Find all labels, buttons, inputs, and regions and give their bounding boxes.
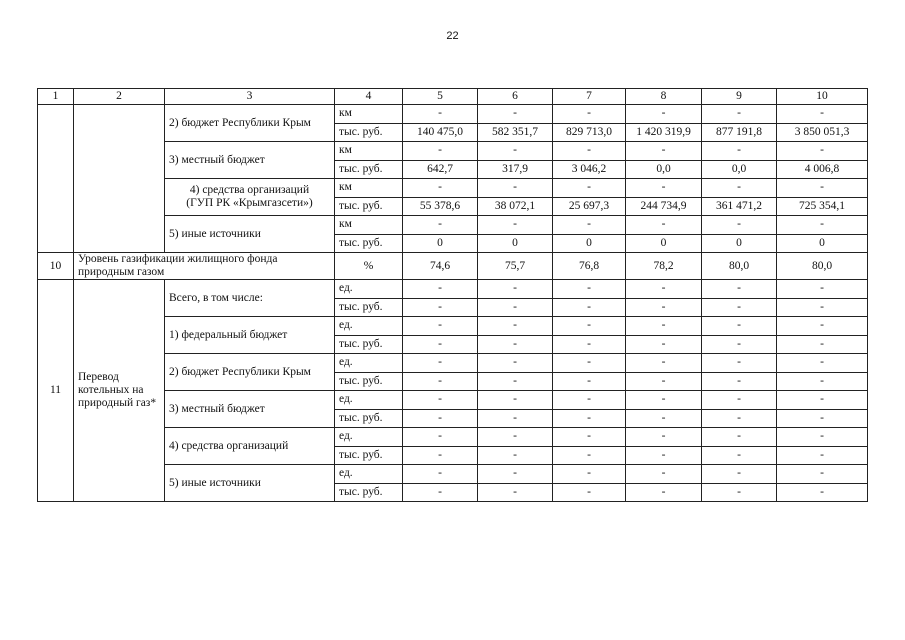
value-cell: 642,7: [403, 160, 478, 179]
value-cell: 0: [478, 234, 553, 253]
financing-table: [37, 88, 868, 502]
value-cell: -: [553, 317, 626, 336]
value-cell: -: [777, 298, 868, 317]
value-cell: -: [478, 391, 553, 410]
value-cell: -: [553, 446, 626, 465]
value-cell: -: [553, 298, 626, 317]
value-cell: -: [478, 179, 553, 198]
value-cell: -: [403, 317, 478, 336]
value-cell: -: [478, 105, 553, 124]
value-cell: -: [553, 391, 626, 410]
unit-cell: км: [335, 216, 403, 235]
value-cell: -: [702, 142, 777, 161]
source-label: 5) иные источники: [165, 465, 335, 502]
unit-cell: %: [335, 253, 403, 280]
unit-cell: тыс. руб.: [335, 335, 403, 354]
value-cell: -: [478, 280, 553, 299]
header-cell: 8: [626, 89, 702, 105]
unit-cell: тыс. руб.: [335, 409, 403, 428]
value-cell: 0: [626, 234, 702, 253]
value-cell: -: [553, 335, 626, 354]
value-cell: 361 471,2: [702, 197, 777, 216]
unit-cell: ед.: [335, 280, 403, 299]
value-cell: -: [702, 372, 777, 391]
value-cell: -: [777, 372, 868, 391]
unit-cell: тыс. руб.: [335, 234, 403, 253]
unit-cell: тыс. руб.: [335, 197, 403, 216]
value-cell: 4 006,8: [777, 160, 868, 179]
value-cell: -: [702, 446, 777, 465]
value-cell: -: [777, 391, 868, 410]
value-cell: -: [626, 335, 702, 354]
value-cell: -: [702, 391, 777, 410]
value-cell: -: [403, 179, 478, 198]
unit-cell: тыс. руб.: [335, 483, 403, 502]
unit-cell: тыс. руб.: [335, 372, 403, 391]
value-cell: -: [478, 446, 553, 465]
value-cell: -: [553, 372, 626, 391]
value-cell: -: [403, 483, 478, 502]
value-cell: 317,9: [478, 160, 553, 179]
value-cell: -: [626, 446, 702, 465]
value-cell: 0,0: [626, 160, 702, 179]
value-cell: 38 072,1: [478, 197, 553, 216]
value-cell: 80,0: [702, 253, 777, 280]
indicator-cell: Уровень газификации жилищного фонда природным газом: [74, 253, 335, 280]
value-cell: -: [702, 105, 777, 124]
row-number-cell: [38, 105, 74, 253]
indicator-cell: Перевод котельных на природный газ*: [74, 280, 165, 502]
value-cell: -: [553, 428, 626, 447]
value-cell: 877 191,8: [702, 123, 777, 142]
value-cell: -: [403, 105, 478, 124]
header-cell: 7: [553, 89, 626, 105]
value-cell: -: [626, 428, 702, 447]
row-number-cell: 10: [38, 253, 74, 280]
header-row: [38, 89, 868, 105]
header-cell: 6: [478, 89, 553, 105]
value-cell: -: [478, 372, 553, 391]
source-label: 5) иные источники: [165, 216, 335, 253]
unit-cell: км: [335, 142, 403, 161]
value-cell: -: [777, 105, 868, 124]
header-cell: 5: [403, 89, 478, 105]
unit-cell: ед.: [335, 354, 403, 373]
value-cell: -: [777, 409, 868, 428]
value-cell: -: [478, 335, 553, 354]
value-cell: -: [626, 409, 702, 428]
source-label-line: (ГУП РК «Крымгазсети»): [186, 197, 313, 209]
value-cell: -: [626, 354, 702, 373]
value-cell: -: [478, 465, 553, 484]
unit-cell: тыс. руб.: [335, 123, 403, 142]
value-cell: -: [626, 216, 702, 235]
source-label: [165, 179, 335, 216]
value-cell: 725 354,1: [777, 197, 868, 216]
value-cell: -: [403, 216, 478, 235]
value-cell: -: [478, 354, 553, 373]
value-cell: -: [626, 142, 702, 161]
value-cell: -: [403, 298, 478, 317]
value-cell: 0: [553, 234, 626, 253]
value-cell: 80,0: [777, 253, 868, 280]
value-cell: 1 420 319,9: [626, 123, 702, 142]
value-cell: -: [626, 483, 702, 502]
row-number-cell: 11: [38, 280, 74, 502]
value-cell: -: [777, 465, 868, 484]
source-label: 3) местный бюджет: [165, 391, 335, 428]
value-cell: -: [626, 391, 702, 410]
value-cell: 75,7: [478, 253, 553, 280]
source-label: 4) средства организаций: [165, 428, 335, 465]
value-cell: -: [553, 179, 626, 198]
value-cell: -: [403, 280, 478, 299]
table-row: [38, 253, 868, 280]
header-cell: 3: [165, 89, 335, 105]
value-cell: -: [702, 409, 777, 428]
value-cell: -: [553, 465, 626, 484]
source-label: 3) местный бюджет: [165, 142, 335, 179]
unit-cell: км: [335, 105, 403, 124]
value-cell: -: [702, 335, 777, 354]
value-cell: -: [626, 280, 702, 299]
value-cell: 0: [403, 234, 478, 253]
value-cell: -: [553, 142, 626, 161]
value-cell: -: [553, 105, 626, 124]
value-cell: -: [478, 483, 553, 502]
header-cell: 2: [74, 89, 165, 105]
value-cell: -: [626, 465, 702, 484]
value-cell: -: [403, 354, 478, 373]
unit-cell: тыс. руб.: [335, 160, 403, 179]
value-cell: -: [702, 216, 777, 235]
value-cell: 3 046,2: [553, 160, 626, 179]
value-cell: 140 475,0: [403, 123, 478, 142]
value-cell: -: [403, 465, 478, 484]
value-cell: -: [403, 428, 478, 447]
header-cell: 4: [335, 89, 403, 105]
value-cell: -: [777, 216, 868, 235]
value-cell: -: [478, 142, 553, 161]
source-label-line: 4) средства организаций: [189, 184, 310, 196]
source-label: Всего, в том числе:: [165, 280, 335, 317]
value-cell: -: [777, 483, 868, 502]
value-cell: 25 697,3: [553, 197, 626, 216]
value-cell: -: [777, 335, 868, 354]
value-cell: -: [702, 280, 777, 299]
page-number: 22: [446, 30, 459, 42]
value-cell: 55 378,6: [403, 197, 478, 216]
value-cell: -: [777, 446, 868, 465]
value-cell: 0: [702, 234, 777, 253]
header-cell: 10: [777, 89, 868, 105]
value-cell: 3 850 051,3: [777, 123, 868, 142]
value-cell: -: [553, 216, 626, 235]
source-label: 2) бюджет Республики Крым: [165, 354, 335, 391]
unit-cell: ед.: [335, 428, 403, 447]
value-cell: -: [777, 280, 868, 299]
value-cell: -: [777, 179, 868, 198]
value-cell: -: [626, 298, 702, 317]
value-cell: -: [478, 298, 553, 317]
value-cell: -: [553, 280, 626, 299]
value-cell: -: [403, 335, 478, 354]
value-cell: -: [553, 483, 626, 502]
value-cell: -: [702, 465, 777, 484]
value-cell: -: [702, 483, 777, 502]
value-cell: 244 734,9: [626, 197, 702, 216]
value-cell: -: [478, 428, 553, 447]
value-cell: -: [478, 409, 553, 428]
unit-cell: тыс. руб.: [335, 446, 403, 465]
unit-cell: км: [335, 179, 403, 198]
value-cell: -: [777, 317, 868, 336]
value-cell: -: [626, 317, 702, 336]
value-cell: -: [777, 354, 868, 373]
value-cell: -: [702, 354, 777, 373]
header-cell: 1: [38, 89, 74, 105]
value-cell: -: [553, 409, 626, 428]
indicator-cell: [74, 105, 165, 253]
value-cell: 74,6: [403, 253, 478, 280]
value-cell: 0: [777, 234, 868, 253]
value-cell: -: [702, 298, 777, 317]
header-cell: 9: [702, 89, 777, 105]
value-cell: 78,2: [626, 253, 702, 280]
value-cell: -: [777, 428, 868, 447]
unit-cell: ед.: [335, 465, 403, 484]
value-cell: -: [626, 372, 702, 391]
value-cell: -: [553, 354, 626, 373]
value-cell: 582 351,7: [478, 123, 553, 142]
value-cell: -: [478, 317, 553, 336]
value-cell: -: [626, 179, 702, 198]
value-cell: -: [702, 428, 777, 447]
value-cell: 0,0: [702, 160, 777, 179]
value-cell: -: [403, 446, 478, 465]
value-cell: 76,8: [553, 253, 626, 280]
value-cell: -: [403, 142, 478, 161]
source-label: 1) федеральный бюджет: [165, 317, 335, 354]
source-label: 2) бюджет Республики Крым: [165, 105, 335, 142]
unit-cell: тыс. руб.: [335, 298, 403, 317]
value-cell: -: [403, 391, 478, 410]
value-cell: 829 713,0: [553, 123, 626, 142]
value-cell: -: [626, 105, 702, 124]
value-cell: -: [702, 179, 777, 198]
value-cell: -: [403, 409, 478, 428]
value-cell: -: [702, 317, 777, 336]
unit-cell: ед.: [335, 391, 403, 410]
value-cell: -: [403, 372, 478, 391]
table-row: [38, 105, 868, 124]
table-row: [38, 280, 868, 299]
unit-cell: ед.: [335, 317, 403, 336]
value-cell: -: [478, 216, 553, 235]
value-cell: -: [777, 142, 868, 161]
